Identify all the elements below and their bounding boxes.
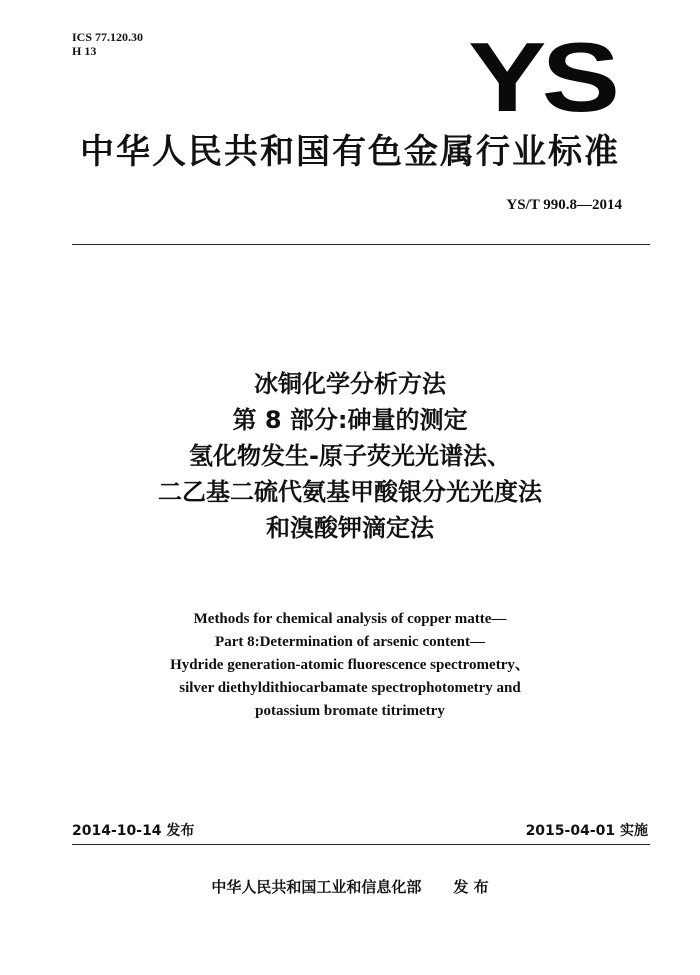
title-en-line: Methods for chemical analysis of copper matte— [193, 611, 507, 627]
title-cn-line: 第 8 部分:砷量的测定 [232, 406, 468, 434]
title-english [40, 608, 660, 723]
title-cn-line: 二乙基二硫代氨基甲酸银分光光度法 [158, 478, 542, 506]
title-cn-line: 氢化物发生-原子荧光光谱法、 [189, 442, 511, 470]
standard-number: YS/T 990.8—2014 [506, 197, 622, 213]
org-title: 中华人民共和国有色金属行业标准 [80, 132, 620, 172]
issue-date: 2014-10-14 发布 [72, 823, 195, 839]
implementation-date: 2015-04-01 实施 [525, 823, 648, 839]
top-divider [72, 244, 650, 245]
publisher-action: 发 布 [453, 878, 489, 896]
publisher [0, 877, 700, 897]
ys-logo: YS [468, 22, 616, 132]
ccs-code: H 13 [72, 44, 97, 58]
title-cn-line: 和溴酸钾滴定法 [266, 514, 434, 542]
title-en-line: silver diethyldithiocarbamate spectrophotometry and [179, 680, 521, 696]
bottom-divider [72, 844, 650, 845]
title-chinese [40, 366, 660, 546]
title-en-line: Hydride generation-atomic fluorescence spectrometry、 [170, 657, 530, 673]
ics-code: ICS 77.120.30 [72, 30, 144, 44]
title-en-line: potassium bromate titrimetry [255, 703, 445, 719]
title-en-line: Part 8:Determination of arsenic content— [215, 634, 485, 650]
title-cn-line: 冰铜化学分析方法 [254, 370, 446, 398]
publisher-name: 中华人民共和国工业和信息化部 [211, 878, 422, 896]
classification-codes [72, 30, 143, 58]
